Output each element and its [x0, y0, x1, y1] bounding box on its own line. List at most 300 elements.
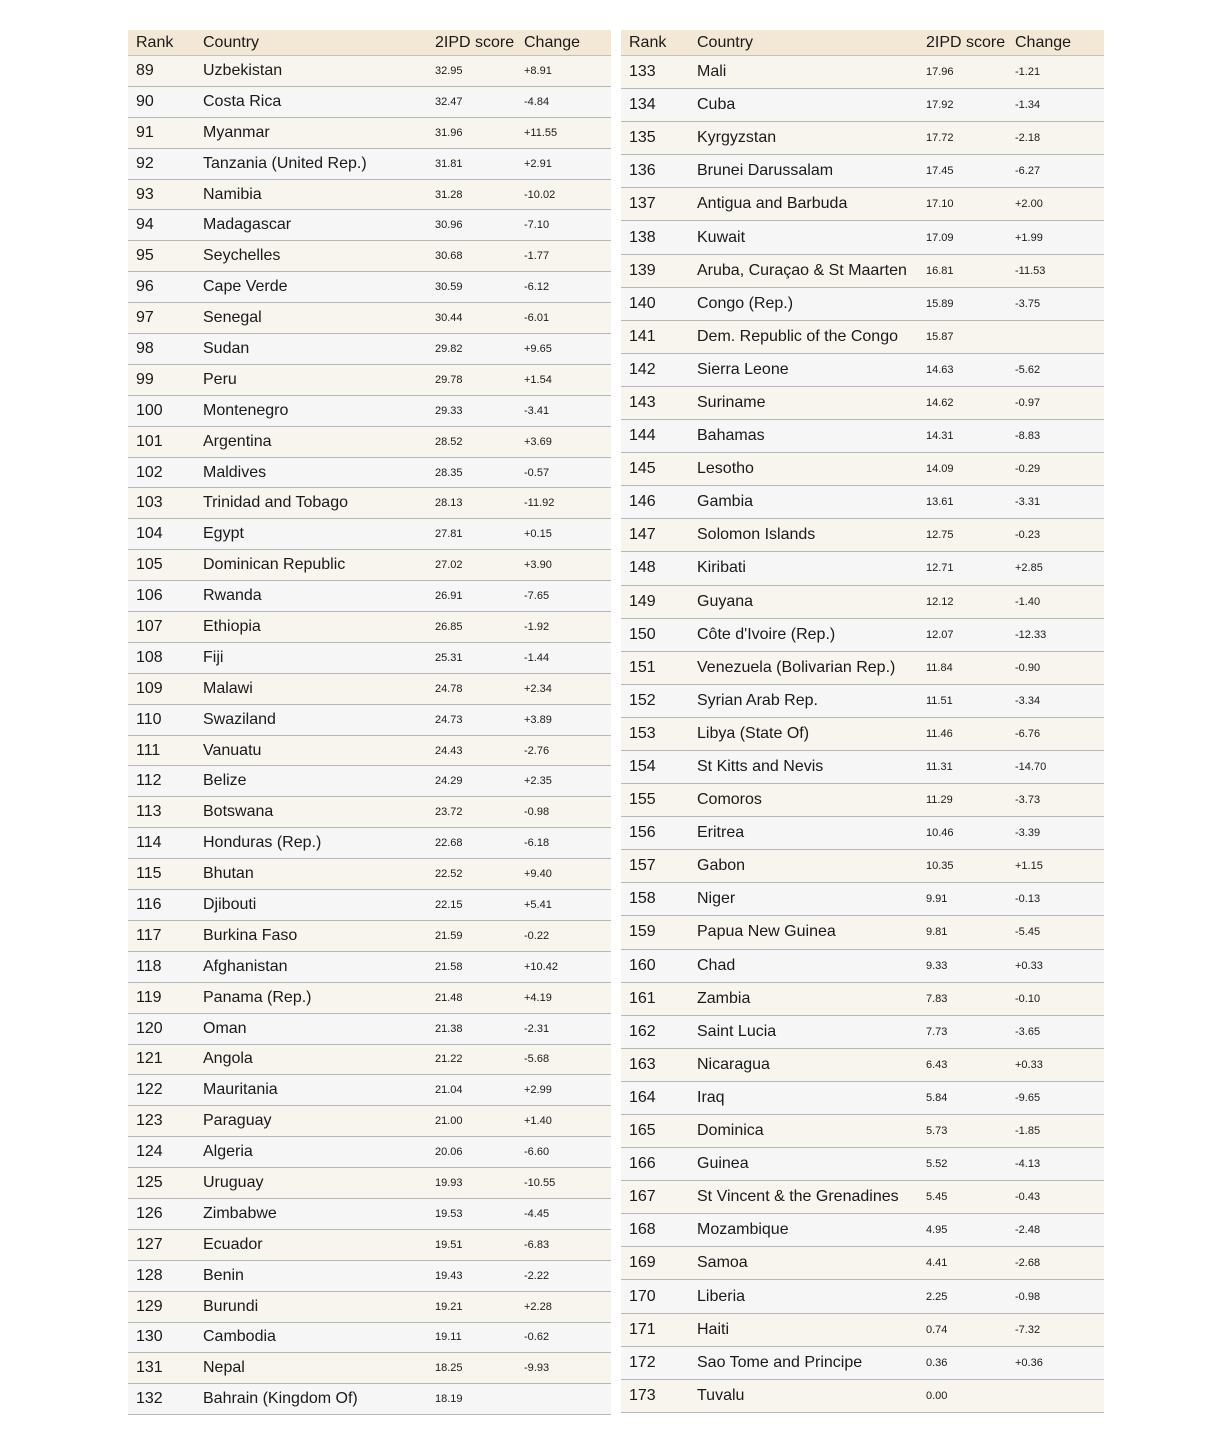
change-cell: +2.35: [519, 766, 611, 797]
change-cell: -7.10: [519, 210, 611, 241]
rank-cell: 160: [621, 949, 689, 982]
country-cell: Montenegro: [195, 395, 427, 426]
country-cell: Kuwait: [689, 221, 918, 254]
header-rank: Rank: [128, 30, 195, 56]
table-row: [621, 221, 1104, 254]
change-cell: -0.10: [1010, 982, 1104, 1015]
change-cell: -0.22: [519, 920, 611, 951]
change-cell: +2.99: [519, 1075, 611, 1106]
country-cell: St Vincent & the Grenadines: [689, 1181, 918, 1214]
score-cell: 27.02: [427, 550, 519, 581]
table-row: [621, 89, 1104, 122]
score-cell: 22.68: [427, 828, 519, 859]
country-cell: Mozambique: [689, 1214, 918, 1247]
table-row: [621, 618, 1104, 651]
change-cell: -10.55: [519, 1168, 611, 1199]
rank-cell: 141: [621, 320, 689, 353]
country-cell: Myanmar: [195, 117, 427, 148]
country-cell: Congo (Rep.): [689, 287, 918, 320]
table-row: [128, 488, 611, 519]
change-cell: -0.23: [1010, 519, 1104, 552]
rank-cell: 148: [621, 552, 689, 585]
table-row: [621, 949, 1104, 982]
rank-cell: 100: [128, 395, 195, 426]
score-cell: 26.91: [427, 581, 519, 612]
table-row: [128, 1198, 611, 1229]
change-cell: -2.68: [1010, 1247, 1104, 1280]
table-row: [128, 457, 611, 488]
table-row: [621, 916, 1104, 949]
rank-cell: 110: [128, 704, 195, 735]
change-cell: +3.69: [519, 426, 611, 457]
table-row: [621, 453, 1104, 486]
rank-cell: 93: [128, 179, 195, 210]
header-row: [128, 30, 611, 56]
rank-cell: 140: [621, 287, 689, 320]
header-rank: Rank: [621, 30, 689, 56]
score-cell: 11.84: [918, 651, 1010, 684]
table-row: [621, 1280, 1104, 1313]
change-cell: -6.27: [1010, 155, 1104, 188]
score-cell: 28.35: [427, 457, 519, 488]
change-cell: -0.43: [1010, 1181, 1104, 1214]
table-row: [621, 1048, 1104, 1081]
score-cell: 11.46: [918, 717, 1010, 750]
table-row: [128, 1013, 611, 1044]
rank-cell: 152: [621, 684, 689, 717]
country-cell: Dem. Republic of the Congo: [689, 320, 918, 353]
rank-cell: 151: [621, 651, 689, 684]
rank-cell: 166: [621, 1148, 689, 1181]
table-row: [621, 122, 1104, 155]
change-cell: -0.29: [1010, 453, 1104, 486]
score-cell: 23.72: [427, 797, 519, 828]
table-row: [128, 828, 611, 859]
change-cell: -5.68: [519, 1044, 611, 1075]
rank-cell: 102: [128, 457, 195, 488]
country-cell: Côte d'Ivoire (Rep.): [689, 618, 918, 651]
country-cell: Nepal: [195, 1353, 427, 1384]
score-cell: 21.58: [427, 951, 519, 982]
country-cell: Haiti: [689, 1313, 918, 1346]
header-country: Country: [195, 30, 427, 56]
score-cell: 21.38: [427, 1013, 519, 1044]
table-row: [621, 420, 1104, 453]
table-row: [621, 784, 1104, 817]
score-cell: 22.15: [427, 890, 519, 921]
change-cell: -2.22: [519, 1260, 611, 1291]
table-row: [621, 817, 1104, 850]
score-cell: 18.19: [427, 1384, 519, 1415]
score-cell: 6.43: [918, 1048, 1010, 1081]
country-cell: Bhutan: [195, 859, 427, 890]
score-cell: 29.82: [427, 334, 519, 365]
score-cell: 5.52: [918, 1148, 1010, 1181]
rank-cell: 89: [128, 56, 195, 87]
score-cell: 31.28: [427, 179, 519, 210]
country-cell: Sao Tome and Principe: [689, 1346, 918, 1379]
table-row: [128, 581, 611, 612]
country-cell: Gambia: [689, 486, 918, 519]
country-cell: Trinidad and Tobago: [195, 488, 427, 519]
change-cell: +1.40: [519, 1106, 611, 1137]
score-cell: 5.84: [918, 1081, 1010, 1114]
rank-cell: 127: [128, 1229, 195, 1260]
change-cell: -1.21: [1010, 56, 1104, 89]
rank-cell: 107: [128, 612, 195, 643]
rank-cell: 126: [128, 1198, 195, 1229]
rank-cell: 119: [128, 982, 195, 1013]
score-cell: 17.09: [918, 221, 1010, 254]
table-row: [128, 1106, 611, 1137]
score-cell: 24.73: [427, 704, 519, 735]
score-cell: 21.59: [427, 920, 519, 951]
change-cell: +3.89: [519, 704, 611, 735]
rank-cell: 106: [128, 581, 195, 612]
rank-cell: 115: [128, 859, 195, 890]
rank-cell: 164: [621, 1081, 689, 1114]
country-cell: Samoa: [689, 1247, 918, 1280]
country-cell: Fiji: [195, 642, 427, 673]
table-row: [621, 1379, 1104, 1412]
table-row: [128, 951, 611, 982]
country-cell: Syrian Arab Rep.: [689, 684, 918, 717]
change-cell: -4.84: [519, 86, 611, 117]
country-cell: Sudan: [195, 334, 427, 365]
ranking-table-left: [128, 30, 611, 1415]
rank-cell: 163: [621, 1048, 689, 1081]
country-cell: Comoros: [689, 784, 918, 817]
country-cell: Guinea: [689, 1148, 918, 1181]
table-row: [128, 1137, 611, 1168]
rank-cell: 98: [128, 334, 195, 365]
change-cell: -3.65: [1010, 1015, 1104, 1048]
table-row: [621, 56, 1104, 89]
change-cell: -0.57: [519, 457, 611, 488]
score-cell: 11.29: [918, 784, 1010, 817]
country-cell: Zimbabwe: [195, 1198, 427, 1229]
country-cell: Venezuela (Bolivarian Rep.): [689, 651, 918, 684]
table-row: [128, 334, 611, 365]
country-cell: Dominica: [689, 1115, 918, 1148]
score-cell: 17.72: [918, 122, 1010, 155]
score-cell: 26.85: [427, 612, 519, 643]
change-cell: +0.15: [519, 519, 611, 550]
table-row: [128, 519, 611, 550]
table-row: [621, 287, 1104, 320]
country-cell: Benin: [195, 1260, 427, 1291]
country-cell: Guyana: [689, 585, 918, 618]
table-body: [621, 56, 1104, 1413]
table-row: [621, 750, 1104, 783]
score-cell: 24.43: [427, 735, 519, 766]
rank-cell: 156: [621, 817, 689, 850]
country-cell: Bahamas: [689, 420, 918, 453]
table-row: [621, 254, 1104, 287]
change-cell: -0.62: [519, 1322, 611, 1353]
rank-cell: 123: [128, 1106, 195, 1137]
score-cell: 14.62: [918, 386, 1010, 419]
rank-cell: 154: [621, 750, 689, 783]
table-row: [621, 1148, 1104, 1181]
score-cell: 12.71: [918, 552, 1010, 585]
change-cell: +4.19: [519, 982, 611, 1013]
score-cell: 31.81: [427, 148, 519, 179]
table-row: [128, 1229, 611, 1260]
change-cell: -12.33: [1010, 618, 1104, 651]
score-cell: 32.95: [427, 56, 519, 87]
score-cell: 29.33: [427, 395, 519, 426]
country-cell: Rwanda: [195, 581, 427, 612]
country-cell: Gabon: [689, 850, 918, 883]
score-cell: 14.63: [918, 353, 1010, 386]
score-cell: 21.22: [427, 1044, 519, 1075]
rank-cell: 129: [128, 1291, 195, 1322]
header-row: [621, 30, 1104, 56]
rank-cell: 103: [128, 488, 195, 519]
table-row: [621, 320, 1104, 353]
change-cell: -6.76: [1010, 717, 1104, 750]
score-cell: 14.09: [918, 453, 1010, 486]
country-cell: Burkina Faso: [195, 920, 427, 951]
rank-cell: 120: [128, 1013, 195, 1044]
change-cell: +10.42: [519, 951, 611, 982]
change-cell: +2.28: [519, 1291, 611, 1322]
change-cell: -1.77: [519, 241, 611, 272]
country-cell: Botswana: [195, 797, 427, 828]
rank-cell: 95: [128, 241, 195, 272]
rank-cell: 91: [128, 117, 195, 148]
score-cell: 17.96: [918, 56, 1010, 89]
score-cell: 19.93: [427, 1168, 519, 1199]
change-cell: -11.53: [1010, 254, 1104, 287]
rank-cell: 117: [128, 920, 195, 951]
table-body: [128, 56, 611, 1415]
rank-cell: 134: [621, 89, 689, 122]
rank-cell: 169: [621, 1247, 689, 1280]
score-cell: 9.81: [918, 916, 1010, 949]
score-cell: 17.92: [918, 89, 1010, 122]
country-cell: Cuba: [689, 89, 918, 122]
change-cell: -0.98: [519, 797, 611, 828]
rank-cell: 94: [128, 210, 195, 241]
rank-cell: 147: [621, 519, 689, 552]
country-cell: Niger: [689, 883, 918, 916]
country-cell: Namibia: [195, 179, 427, 210]
table-row: [128, 210, 611, 241]
table-row: [128, 642, 611, 673]
table-row: [128, 303, 611, 334]
country-cell: St Kitts and Nevis: [689, 750, 918, 783]
change-cell: -6.18: [519, 828, 611, 859]
change-cell: -14.70: [1010, 750, 1104, 783]
table-row: [621, 519, 1104, 552]
country-cell: Tuvalu: [689, 1379, 918, 1412]
country-cell: Aruba, Curaçao & St Maarten: [689, 254, 918, 287]
rank-cell: 168: [621, 1214, 689, 1247]
country-cell: Uzbekistan: [195, 56, 427, 87]
change-cell: -9.93: [519, 1353, 611, 1384]
score-cell: 14.31: [918, 420, 1010, 453]
table-row: [621, 1015, 1104, 1048]
score-cell: 4.41: [918, 1247, 1010, 1280]
change-cell: -2.76: [519, 735, 611, 766]
score-cell: 30.68: [427, 241, 519, 272]
table-row: [128, 1044, 611, 1075]
country-cell: Dominican Republic: [195, 550, 427, 581]
score-cell: 4.95: [918, 1214, 1010, 1247]
score-cell: 24.29: [427, 766, 519, 797]
score-cell: 9.33: [918, 949, 1010, 982]
change-cell: [1010, 320, 1104, 353]
rank-cell: 101: [128, 426, 195, 457]
table-row: [128, 426, 611, 457]
table-row: [621, 1214, 1104, 1247]
score-cell: 25.31: [427, 642, 519, 673]
country-cell: Brunei Darussalam: [689, 155, 918, 188]
score-cell: 11.31: [918, 750, 1010, 783]
table-row: [128, 550, 611, 581]
table-row: [128, 179, 611, 210]
change-cell: -0.97: [1010, 386, 1104, 419]
change-cell: -3.31: [1010, 486, 1104, 519]
change-cell: [519, 1384, 611, 1415]
rank-cell: 157: [621, 850, 689, 883]
country-cell: Senegal: [195, 303, 427, 334]
country-cell: Ecuador: [195, 1229, 427, 1260]
change-cell: -6.01: [519, 303, 611, 334]
table-row: [128, 982, 611, 1013]
rank-cell: 139: [621, 254, 689, 287]
country-cell: Oman: [195, 1013, 427, 1044]
score-cell: 19.51: [427, 1229, 519, 1260]
change-cell: +1.99: [1010, 221, 1104, 254]
table-row: [621, 155, 1104, 188]
change-cell: +2.34: [519, 673, 611, 704]
score-cell: 5.45: [918, 1181, 1010, 1214]
rank-cell: 155: [621, 784, 689, 817]
table-row: [128, 890, 611, 921]
country-cell: Argentina: [195, 426, 427, 457]
rank-cell: 158: [621, 883, 689, 916]
rank-cell: 146: [621, 486, 689, 519]
rank-cell: 173: [621, 1379, 689, 1412]
country-cell: Eritrea: [689, 817, 918, 850]
rank-cell: 108: [128, 642, 195, 673]
score-cell: 10.35: [918, 850, 1010, 883]
table-row: [128, 673, 611, 704]
country-cell: Maldives: [195, 457, 427, 488]
score-cell: 7.73: [918, 1015, 1010, 1048]
rank-cell: 96: [128, 272, 195, 303]
score-cell: 13.61: [918, 486, 1010, 519]
header-country: Country: [689, 30, 918, 56]
table-row: [621, 1181, 1104, 1214]
score-cell: 29.78: [427, 364, 519, 395]
rank-cell: 112: [128, 766, 195, 797]
country-cell: Tanzania (United Rep.): [195, 148, 427, 179]
country-cell: Panama (Rep.): [195, 982, 427, 1013]
rank-cell: 153: [621, 717, 689, 750]
rank-cell: 118: [128, 951, 195, 982]
table-row: [128, 364, 611, 395]
change-cell: -3.75: [1010, 287, 1104, 320]
score-cell: 17.45: [918, 155, 1010, 188]
table-row: [621, 982, 1104, 1015]
table-row: [128, 1260, 611, 1291]
table-row: [621, 684, 1104, 717]
change-cell: -10.02: [519, 179, 611, 210]
header-change: Change: [1010, 30, 1104, 56]
table-row: [128, 1384, 611, 1415]
score-cell: 21.00: [427, 1106, 519, 1137]
score-cell: 22.52: [427, 859, 519, 890]
country-cell: Mauritania: [195, 1075, 427, 1106]
country-cell: Algeria: [195, 1137, 427, 1168]
change-cell: +3.90: [519, 550, 611, 581]
change-cell: +9.65: [519, 334, 611, 365]
score-cell: 12.07: [918, 618, 1010, 651]
rank-cell: 131: [128, 1353, 195, 1384]
rank-cell: 170: [621, 1280, 689, 1313]
rank-cell: 172: [621, 1346, 689, 1379]
rank-cell: 159: [621, 916, 689, 949]
change-cell: +1.15: [1010, 850, 1104, 883]
country-cell: Cape Verde: [195, 272, 427, 303]
rank-cell: 122: [128, 1075, 195, 1106]
change-cell: +9.40: [519, 859, 611, 890]
rank-cell: 99: [128, 364, 195, 395]
score-cell: 15.87: [918, 320, 1010, 353]
change-cell: -1.40: [1010, 585, 1104, 618]
country-cell: Papua New Guinea: [689, 916, 918, 949]
table-row: [621, 651, 1104, 684]
country-cell: Nicaragua: [689, 1048, 918, 1081]
table-row: [621, 1081, 1104, 1114]
change-cell: -4.13: [1010, 1148, 1104, 1181]
rank-cell: 104: [128, 519, 195, 550]
country-cell: Vanuatu: [195, 735, 427, 766]
table-row: [621, 1247, 1104, 1280]
table-row: [621, 188, 1104, 221]
rank-cell: 135: [621, 122, 689, 155]
rank-cell: 125: [128, 1168, 195, 1199]
change-cell: -3.73: [1010, 784, 1104, 817]
country-cell: Uruguay: [195, 1168, 427, 1199]
score-cell: 18.25: [427, 1353, 519, 1384]
country-cell: Suriname: [689, 386, 918, 419]
country-cell: Burundi: [195, 1291, 427, 1322]
country-cell: Antigua and Barbuda: [689, 188, 918, 221]
table-row: [128, 241, 611, 272]
score-cell: 7.83: [918, 982, 1010, 1015]
change-cell: -2.48: [1010, 1214, 1104, 1247]
change-cell: +0.33: [1010, 1048, 1104, 1081]
table-row: [128, 395, 611, 426]
change-cell: -3.34: [1010, 684, 1104, 717]
table-row: [128, 1075, 611, 1106]
rank-cell: 105: [128, 550, 195, 581]
country-cell: Kiribati: [689, 552, 918, 585]
table-row: [621, 717, 1104, 750]
country-cell: Seychelles: [195, 241, 427, 272]
country-cell: Libya (State Of): [689, 717, 918, 750]
score-cell: 17.10: [918, 188, 1010, 221]
country-cell: Honduras (Rep.): [195, 828, 427, 859]
country-cell: Chad: [689, 949, 918, 982]
rank-cell: 167: [621, 1181, 689, 1214]
rank-cell: 128: [128, 1260, 195, 1291]
